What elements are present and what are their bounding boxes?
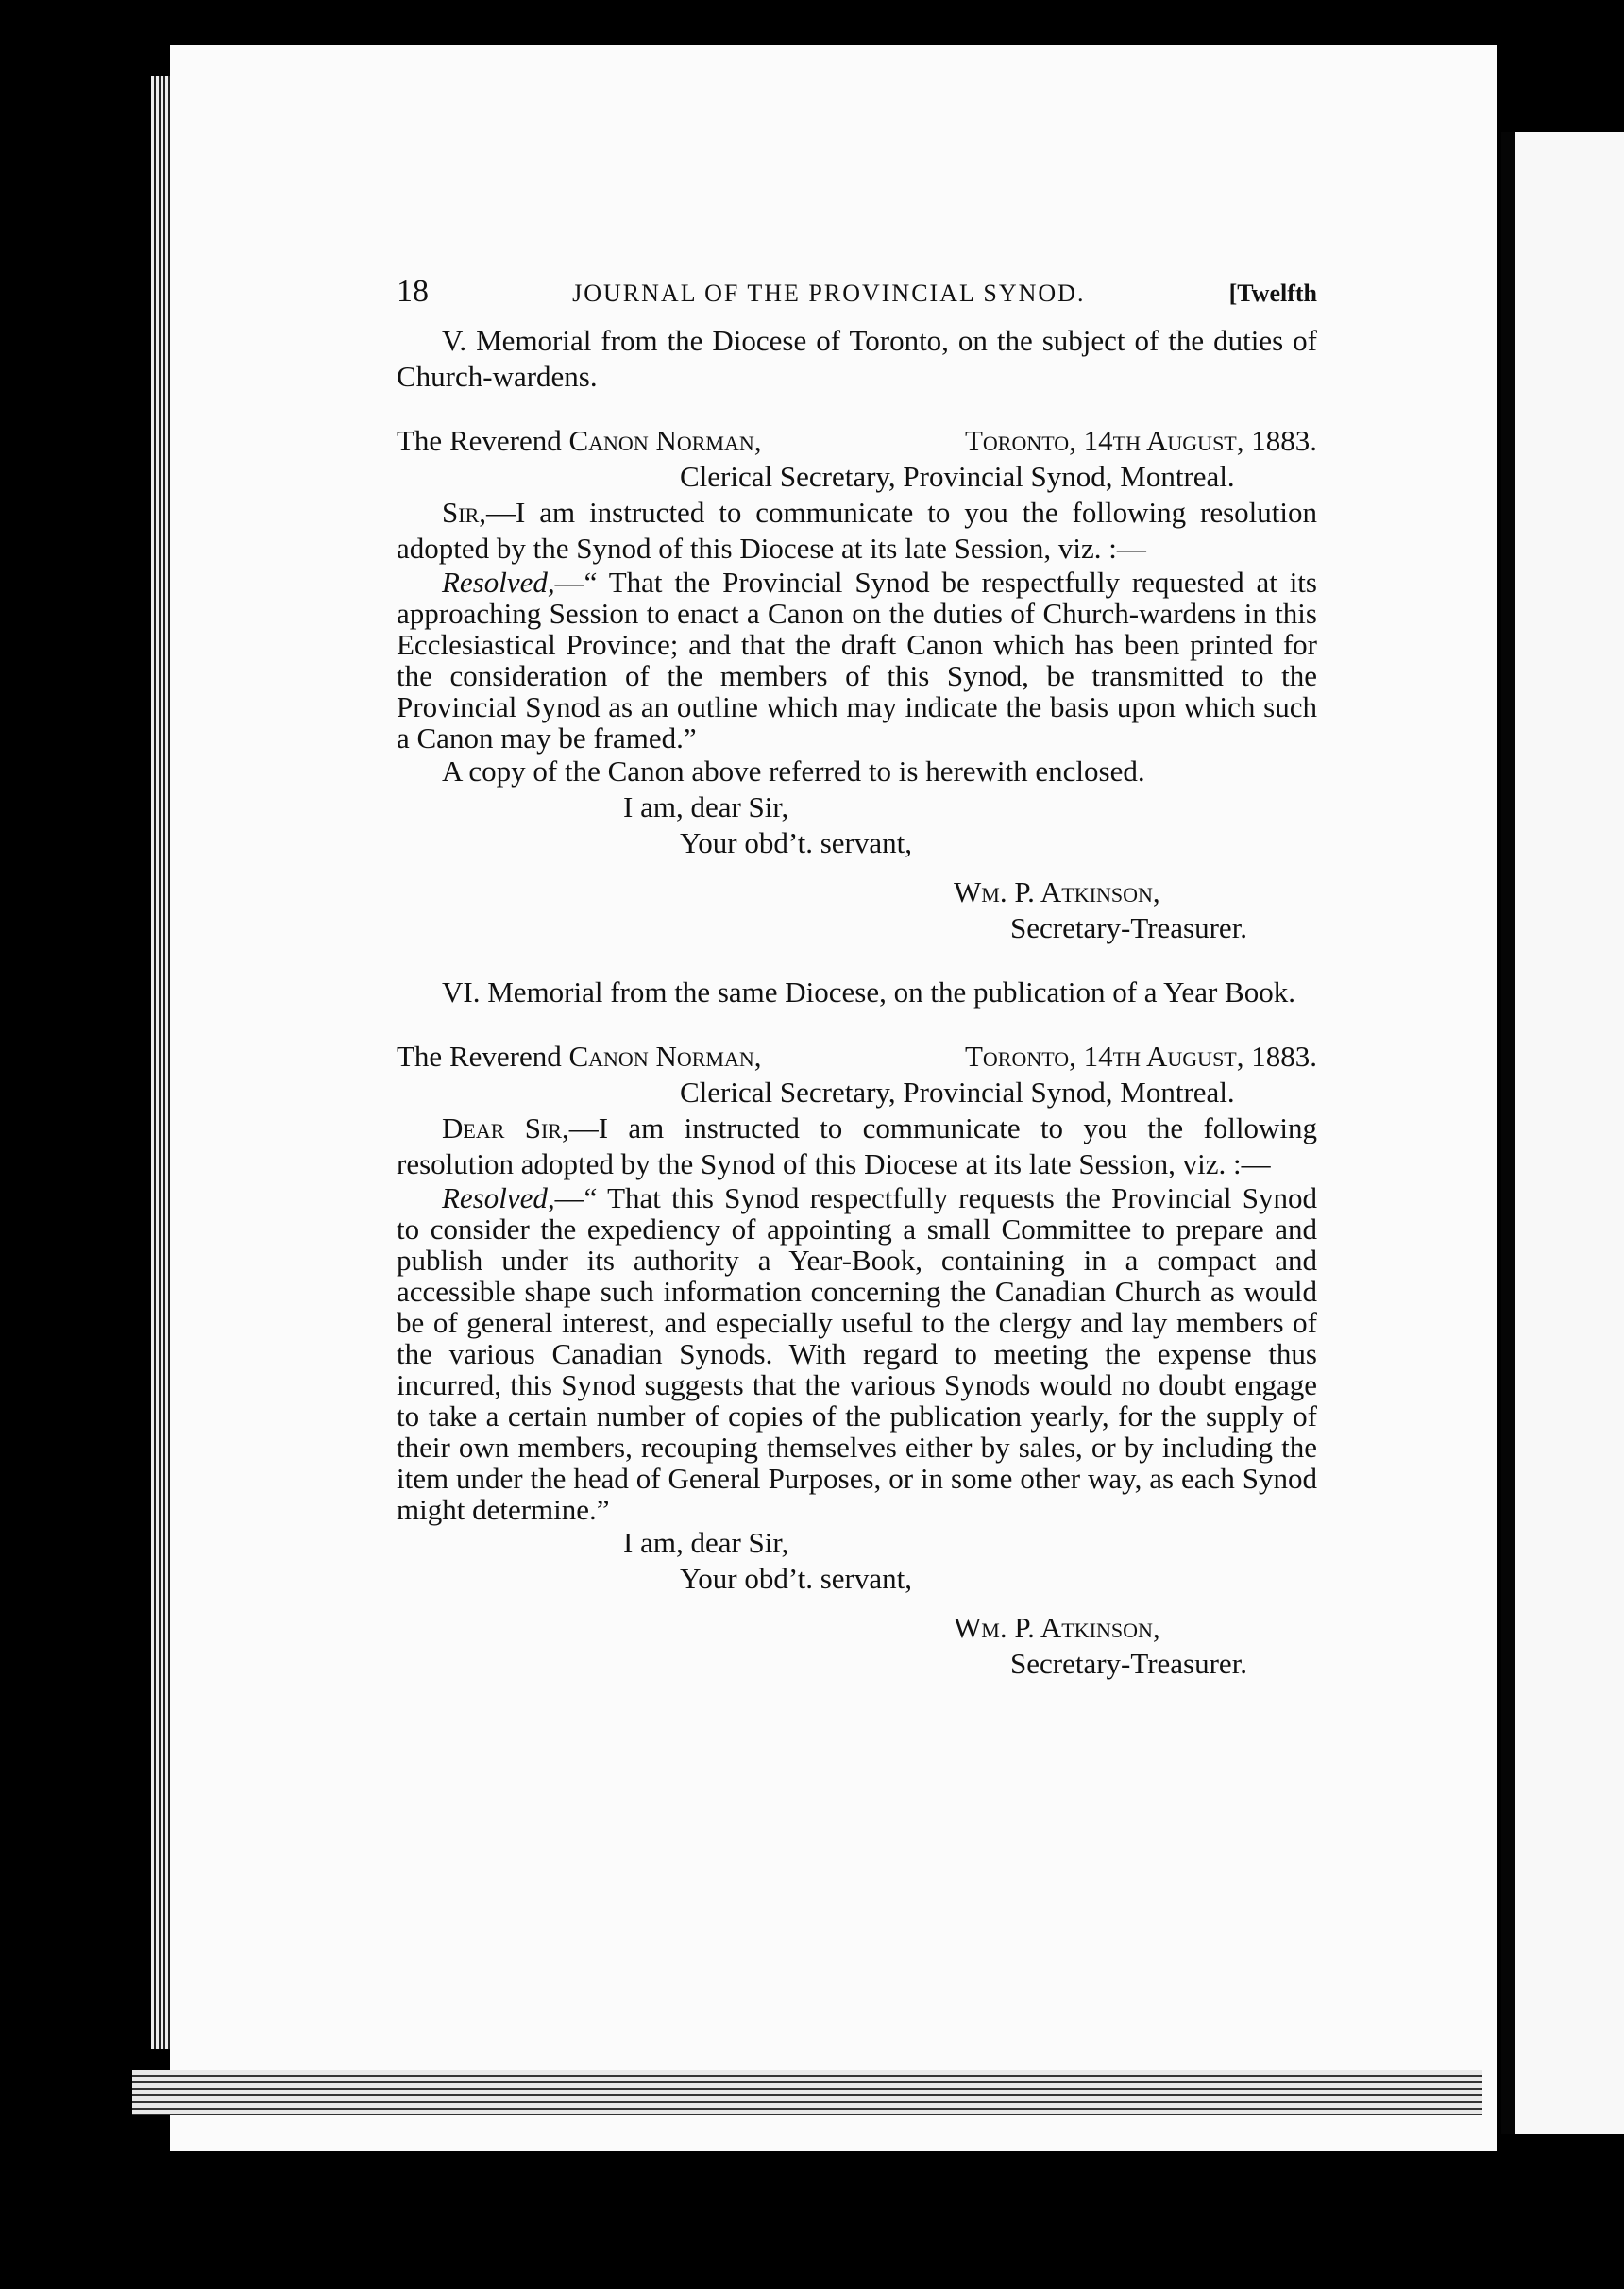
memorial-v-addressee	[397, 423, 762, 459]
page-text	[397, 274, 1317, 1682]
book-bottom-edge	[132, 2070, 1482, 2115]
memorial-v-body	[397, 495, 1317, 567]
next-page-edge	[1515, 132, 1624, 2134]
section-bracket: [Twelfth	[1228, 280, 1317, 307]
addressee-name: Canon Norman,	[568, 1040, 762, 1073]
memorial-vi-heading: VI. Memorial from the same Diocese, on the publication of a Year Book.	[442, 975, 1295, 1009]
resolution-text: —“ That this Synod respectfully requests the Provincial Synod to consider the expediency of appointing a small Committee to prepare and publish under its authority a Year-Book, containing in a compact and accessible shape such information concerning the Canadian Church as would be of general interest, and especially useful to the clergy and lay members of the various Canadian Synods. With regard to meeting the expense thus incurred, this Synod suggests that the various Synods would no doubt engage to take a certain number of copies of the publication yearly, for the supply of their own members, recouping themselves either by sales, or by including the item under the head of General Purposes, or in some other way, as each Synod might determine.”	[397, 1181, 1317, 1526]
memorial-v-closing: I am, dear Sir,	[623, 790, 789, 823]
letter-body: —I am instructed to communicate to you the following resolution adopted by the Synod of this Diocese at its late Session, viz. :—	[397, 1111, 1317, 1180]
memorial-v-closing-servant: Your obd’t. servant,	[680, 826, 913, 859]
memorial-v-signature-title: Secretary-Treasurer.	[1010, 911, 1248, 944]
memorial-vi-addressee	[397, 1039, 762, 1075]
resolution-text: —“ That the Provincial Synod be respectfully requested at its approaching Session to enact a Canon on the duties of Church-wardens in this Ecclesiastical Province; and that the draft Canon which has been printed for the consideration of the members of this Synod, be transmitted to the Provincial Synod as an outline which may indicate the basis upon which such a Canon may be framed.”	[397, 566, 1317, 755]
running-header	[397, 274, 1317, 312]
resolved-label: Resolved,	[442, 1181, 555, 1214]
memorial-v-enclosure: A copy of the Canon above referred to is herewith enclosed.	[442, 755, 1145, 788]
book-gutter	[1501, 132, 1515, 2134]
memorial-vi-body	[397, 1111, 1317, 1182]
memorial-vi-resolution	[397, 1182, 1317, 1525]
memorial-vi-addressee-title: Clerical Secretary, Provincial Synod, Montreal.	[680, 1076, 1235, 1109]
memorial-vi-signature-name: Wm. P. Atkinson,	[954, 1611, 1160, 1644]
memorial-vi-signature-title: Secretary-Treasurer.	[1010, 1647, 1248, 1680]
memorial-v-addressee-title: Clerical Secretary, Provincial Synod, Montreal.	[680, 460, 1235, 493]
resolved-label: Resolved,	[442, 566, 555, 599]
book-left-edge	[151, 76, 170, 2049]
salutation: Sir,	[442, 496, 486, 529]
memorial-v-resolution	[397, 567, 1317, 754]
memorial-v-signature-name: Wm. P. Atkinson,	[954, 875, 1160, 908]
memorial-vi-closing-servant: Your obd’t. servant,	[680, 1562, 913, 1595]
running-title: JOURNAL OF THE PROVINCIAL SYNOD.	[572, 280, 1086, 307]
memorial-vi-closing: I am, dear Sir,	[623, 1526, 789, 1559]
addressee-prefix: The Reverend	[397, 424, 569, 457]
memorial-v-date: Toronto, 14th August, 1883.	[964, 424, 1317, 457]
memorial-vi-date: Toronto, 14th August, 1883.	[964, 1040, 1317, 1073]
addressee-name: Canon Norman,	[568, 424, 762, 457]
salutation: Dear Sir,	[442, 1111, 569, 1144]
letter-body: —I am instructed to communicate to you the following resolution adopted by the Synod of this Diocese at its late Session, viz. :—	[397, 496, 1317, 565]
memorial-v-heading: V. Memorial from the Diocese of Toronto, on the subject of the duties of Church-wardens.	[397, 324, 1317, 393]
page-number: 18	[397, 274, 429, 309]
memorial-v-date-line	[397, 423, 1317, 459]
memorial-vi-date-line	[397, 1039, 1317, 1075]
addressee-prefix: The Reverend	[397, 1040, 569, 1073]
